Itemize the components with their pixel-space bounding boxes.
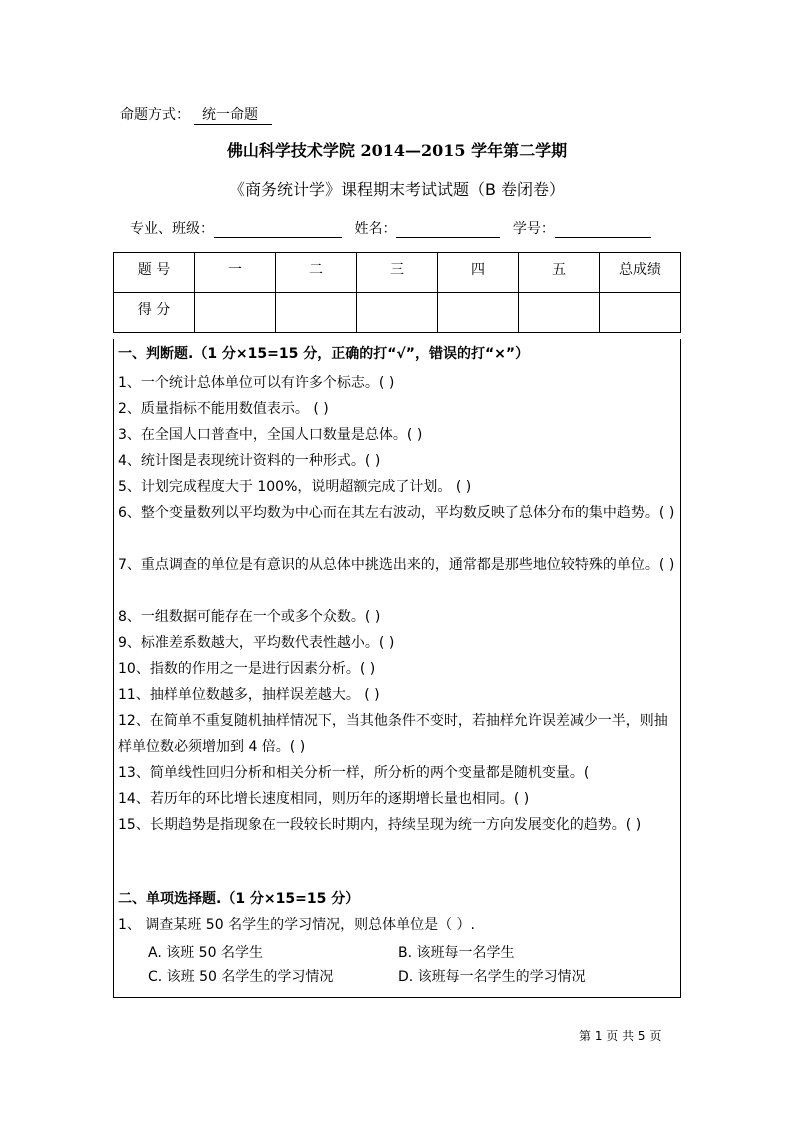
score-cell[interactable] [276,293,357,333]
exam-method-label: 命题方式： [120,107,190,123]
section-2-title: 二、单项选择题.（1 分×15=15 分） [118,891,360,907]
question-item: 5、计划完成程度大于 100%，说明超额完成了计划。 ( ) [118,479,472,495]
question-item: 2、质量指标不能用数值表示。 ( ) [118,401,329,417]
student-id-label: 学号： [512,221,555,237]
course-title: 《商务统计学》课程期末考试试题（B 卷闭卷） [228,180,566,199]
score-header-cell: 三 [357,253,438,293]
score-cell[interactable] [195,293,276,333]
score-header-cell: 五 [519,253,600,293]
question-item: 14、若历年的环比增长速度相同，则历年的逐期增长量也相同。( ) [118,791,530,807]
question-item: 1、一个统计总体单位可以有许多个标志。( ) [118,375,395,391]
choice-question: 1、 调查某班 50 名学生的学习情况，则总体单位是（ ）. [118,917,475,933]
student-info-line [130,218,659,238]
question-item: 6、整个变量数列以平均数为中心而在其左右波动，平均数反映了总体分布的集中趋势。( ) [118,505,675,521]
score-cell[interactable] [600,293,681,333]
page-number: 第 1 页 共 5 页 [579,1029,662,1043]
score-cell[interactable] [438,293,519,333]
question-item: 11、抽样单位数越多，抽样误差越大。 ( ) [118,687,380,703]
score-row [114,293,681,333]
exam-method-line [120,104,272,125]
school-title: 佛山科学技术学院 2014—2015 学年第二学期 [226,141,568,160]
question-item: 4、统计图是表现统计资料的一种形式。( ) [118,453,381,469]
choice-option-b: B. 该班每一名学生 [398,945,515,961]
score-header-cell: 总成绩 [600,253,681,293]
major-class-blank[interactable] [214,223,342,238]
score-cell[interactable] [519,293,600,333]
choice-option-c: C. 该班 50 名学生的学习情况 [148,969,334,985]
score-cell[interactable] [357,293,438,333]
score-header-cell: 二 [276,253,357,293]
score-header-cell: 题 号 [114,253,195,293]
question-item: 10、指数的作用之一是进行因素分析。( ) [118,661,376,677]
exam-method-value: 统一命题 [194,104,272,125]
question-item: 9、标准差系数越大，平均数代表性越小。( ) [118,635,395,651]
question-item: 8、一组数据可能存在一个或多个众数。( ) [118,609,381,625]
question-item: 7、重点调查的单位是有意识的从总体中挑选出来的，通常都是那些地位较特殊的单位。( ) [118,557,675,573]
score-header-cell: 四 [438,253,519,293]
name-label: 姓名： [354,221,397,237]
question-item: 12、在简单不重复随机抽样情况下，当其他条件不变时，若抽样允许误差减少一半，则抽样单位数必须增加到 4 倍。( ) [118,713,668,755]
question-number-row [114,253,681,293]
score-row-label: 得 分 [114,293,195,333]
section-1-title: 一、判断题.（1 分×15=15 分，正确的打“√”，错误的打“×”） [118,346,530,362]
name-blank[interactable] [396,223,500,238]
question-item: 13、简单线性回归分析和相关分析一样，所分析的两个变量都是随机变量。( [118,765,590,781]
choice-option-a: A. 该班 50 名学生 [148,945,263,961]
question-item: 15、长期趋势是指现象在一段较长时期内，持续呈现为统一方向发展变化的趋势。( ) [118,817,642,833]
score-table [113,252,681,333]
major-class-label: 专业、班级： [130,221,214,237]
choice-option-d: D. 该班每一名学生的学习情况 [398,969,586,985]
score-header-cell: 一 [195,253,276,293]
student-id-blank[interactable] [555,223,651,238]
question-item: 3、在全国人口普查中，全国人口数量是总体。( ) [118,427,423,443]
